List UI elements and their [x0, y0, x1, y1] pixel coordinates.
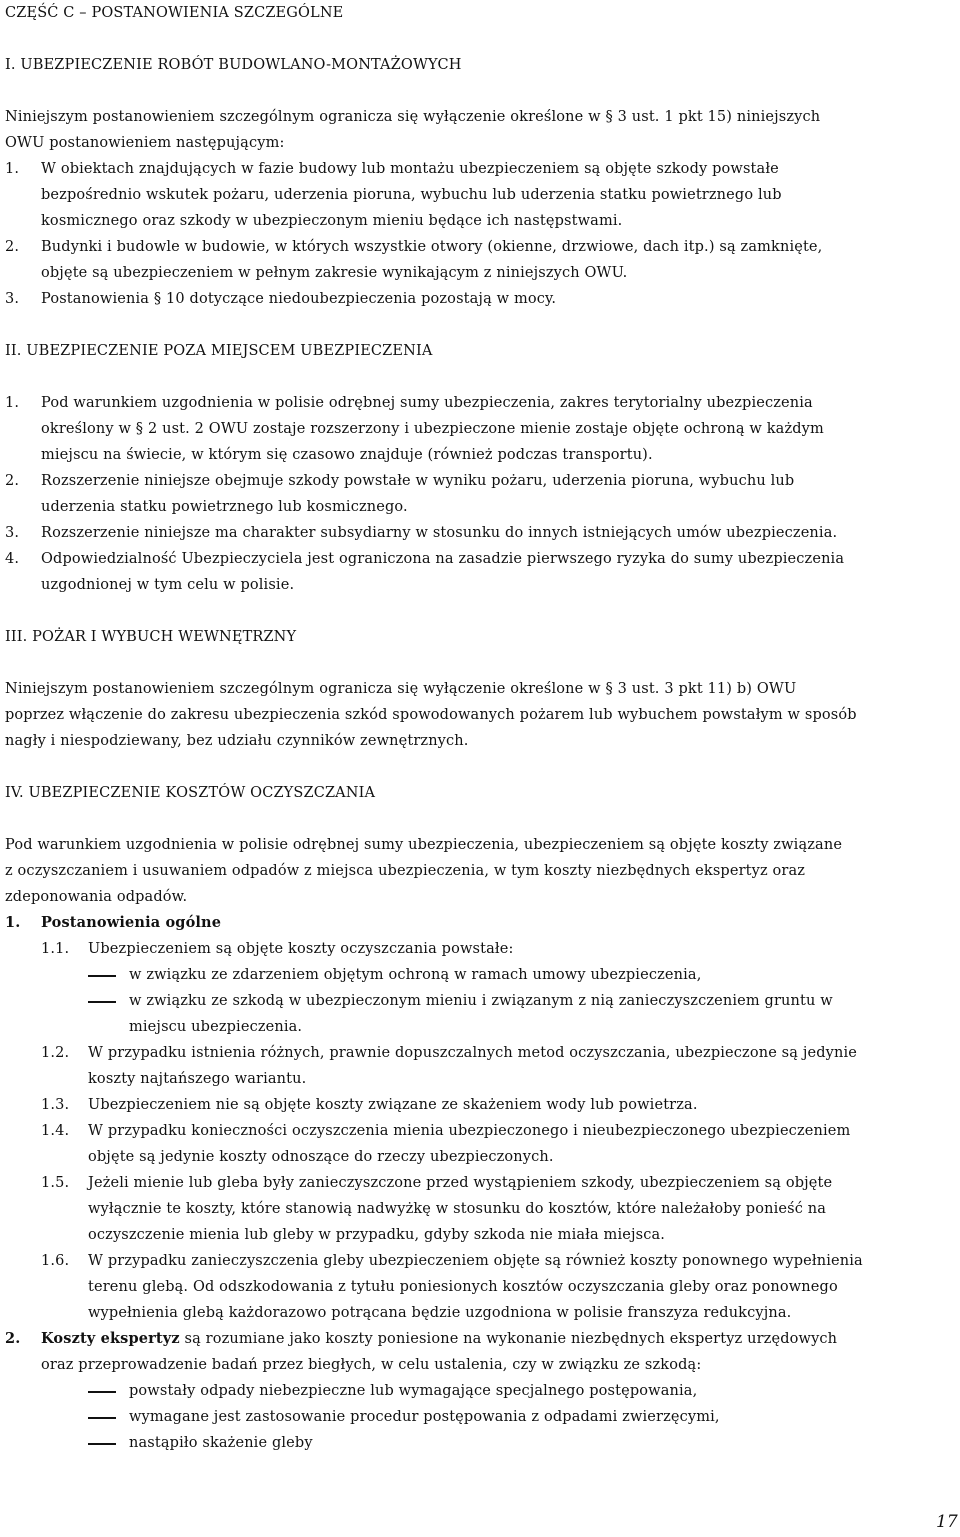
item-line: objęte są jedynie koszty odnoszące do rzeczy ubezpieczonych.: [88, 1149, 554, 1165]
paragraph-line: Niniejszym postanowieniem szczególnym ogranicza się wyłączenie określone w § 3 ust. 1 pkt 15) niniejszych: [5, 109, 821, 125]
item-number: 1.5.: [41, 1175, 70, 1191]
section-heading: IV. UBEZPIECZENIE KOSZTÓW OCZYSZCZANIA: [5, 785, 376, 801]
item-line: oraz przeprowadzenie badań przez biegłych, w celu ustalenia, czy w związku ze szkodą:: [41, 1357, 702, 1373]
bullet-line: w związku ze zdarzeniem objętym ochroną w ramach umowy ubezpieczenia,: [129, 967, 702, 983]
item-line: Rozszerzenie niniejsze ma charakter subsydiarny w stosunku do innych istniejących umów ubezpieczenia.: [41, 525, 838, 541]
section-heading: II. UBEZPIECZENIE POZA MIEJSCEM UBEZPIECZENIA: [5, 343, 433, 359]
item-line: koszty najtańszego wariantu.: [88, 1071, 307, 1087]
paragraph-line: poprzez włączenie do zakresu ubezpieczenia szkód spowodowanych pożarem lub wybuchem powstałym w sposób: [5, 707, 857, 723]
page-number: 17: [936, 1512, 958, 1532]
paragraph-line: z oczyszczaniem i usuwaniem odpadów z miejsca ubezpieczenia, w tym koszty niezbędnych ekspertyz oraz: [5, 863, 806, 879]
item-number: 1.6.: [41, 1253, 70, 1269]
item-line: Pod warunkiem uzgodnienia w polisie odrębnej sumy ubezpieczenia, zakres terytorialny ubezpieczenia: [41, 395, 813, 411]
section-heading: III. POŻAR I WYBUCH WEWNĘTRZNY: [5, 629, 297, 645]
item-line: W przypadku istnienia różnych, prawnie dopuszczalnych metod oczyszczania, ubezpieczone są jedynie: [88, 1045, 857, 1061]
item-line: W przypadku konieczności oczyszczenia mienia ubezpieczonego i nieubezpieczonego ubezpieczeniem: [88, 1123, 851, 1139]
item-line: [41, 1329, 837, 1349]
item-line: terenu glebą. Od odszkodowania z tytułu poniesionych kosztów oczyszczania gleby oraz ponownego: [88, 1279, 838, 1295]
term-koszty-ekspertyz: Koszty ekspertyz: [41, 1330, 180, 1347]
item-line: Rozszerzenie niniejsze obejmuje szkody powstałe w wyniku pożaru, uderzenia pioruna, wybuchu lub: [41, 473, 795, 489]
item-line: oczyszczenie mienia lub gleby w przypadku, gdyby szkoda nie miała miejsca.: [88, 1227, 666, 1243]
item-line: kosmicznego oraz szkody w ubezpieczonym mieniu będące ich następstwami.: [41, 213, 623, 229]
item-number: 3.: [5, 291, 20, 307]
item-number: 2.: [5, 473, 20, 489]
term-definition: są rozumiane jako koszty poniesione na wykonanie niezbędnych ekspertyz urzędowych: [179, 1331, 838, 1347]
item-line: Jeżeli mienie lub gleba były zanieczyszczone przed wystąpieniem szkody, ubezpieczeniem są objęte: [88, 1175, 833, 1191]
item-line: objęte są ubezpieczeniem w pełnym zakresie wynikającym z niniejszych OWU.: [41, 265, 628, 281]
item-line: uzgodnionej w tym celu w polisie.: [41, 577, 295, 593]
item-line: wypełnienia glebą każdorazowo potrącana będzie uzgodniona w polisie franszyza redukcyjna.: [88, 1305, 792, 1321]
section-heading: I. UBEZPIECZENIE ROBÓT BUDOWLANO-MONTAŻOWYCH: [5, 57, 462, 73]
item-line: Ubezpieczeniem są objęte koszty oczyszczania powstałe:: [88, 941, 514, 957]
bullet-line: powstały odpady niebezpieczne lub wymagające specjalnego postępowania,: [129, 1383, 698, 1399]
item-number: 2.: [5, 1330, 21, 1347]
item-line: Postanowienia § 10 dotyczące niedoubezpieczenia pozostają w mocy.: [41, 291, 557, 307]
item-line: Budynki i budowle w budowie, w których wszystkie otwory (okienne, drzwiowe, dach itp.) są zamknięte,: [41, 239, 823, 255]
bullet-line: wymagane jest zastosowanie procedur postępowania z odpadami zwierzęcymi,: [129, 1409, 720, 1425]
item-line: miejscu na świecie, w którym się czasowo znajduje (również podczas transportu).: [41, 447, 653, 463]
paragraph-line: zdeponowania odpadów.: [5, 889, 188, 905]
paragraph-line: Pod warunkiem uzgodnienia w polisie odrębnej sumy ubezpieczenia, ubezpieczeniem są objęte koszty związane: [5, 837, 843, 853]
item-number: 1.1.: [41, 941, 70, 957]
subsection-title: Postanowienia ogólne: [41, 914, 222, 931]
paragraph-line: OWU postanowieniem następującym:: [5, 135, 285, 151]
item-number: 1.: [5, 914, 21, 931]
dash-bullet: [88, 975, 116, 977]
item-number: 1.3.: [41, 1097, 70, 1113]
item-number: 2.: [5, 239, 20, 255]
item-line: W obiektach znajdujących w fazie budowy lub montażu ubezpieczeniem są objęte szkody powstałe: [41, 161, 779, 177]
item-line: W przypadku zanieczyszczenia gleby ubezpieczeniem objęte są również koszty ponownego wypełnienia: [88, 1253, 863, 1269]
item-number: 1.2.: [41, 1045, 70, 1061]
item-number: 4.: [5, 551, 20, 567]
item-line: wyłącznie te koszty, które stanowią nadwyżkę w stosunku do kosztów, które należałoby ponieść na: [88, 1201, 827, 1217]
item-number: 1.: [5, 395, 20, 411]
dash-bullet: [88, 1391, 116, 1393]
part-title: CZĘŚĆ C – POSTANOWIENIA SZCZEGÓLNE: [5, 5, 344, 21]
dash-bullet: [88, 1443, 116, 1445]
dash-bullet: [88, 1001, 116, 1003]
bullet-line: nastąpiło skażenie gleby: [129, 1435, 313, 1451]
bullet-line: w związku ze szkodą w ubezpieczonym mieniu i związanym z nią zanieczyszczeniem gruntu w: [129, 993, 833, 1009]
item-line: Ubezpieczeniem nie są objęte koszty związane ze skażeniem wody lub powietrza.: [88, 1097, 698, 1113]
paragraph-line: nagły i niespodziewany, bez udziału czynników zewnętrznych.: [5, 733, 469, 749]
item-number: 1.4.: [41, 1123, 70, 1139]
item-line: bezpośrednio wskutek pożaru, uderzenia pioruna, wybuchu lub uderzenia statku powietrznego lub: [41, 187, 782, 203]
bullet-line: miejscu ubezpieczenia.: [129, 1019, 303, 1035]
dash-bullet: [88, 1417, 116, 1419]
item-line: określony w § 2 ust. 2 OWU zostaje rozszerzony i ubezpieczone mienie zostaje objęte ochroną w każdym: [41, 421, 824, 437]
item-number: 1.: [5, 161, 20, 177]
item-line: uderzenia statku powietrznego lub kosmicznego.: [41, 499, 408, 515]
item-number: 3.: [5, 525, 20, 541]
item-line: Odpowiedzialność Ubezpieczyciela jest ograniczona na zasadzie pierwszego ryzyka do sumy ubezpieczenia: [41, 551, 845, 567]
paragraph-line: Niniejszym postanowieniem szczególnym ogranicza się wyłączenie określone w § 3 ust. 3 pkt 11) b) OWU: [5, 681, 797, 697]
